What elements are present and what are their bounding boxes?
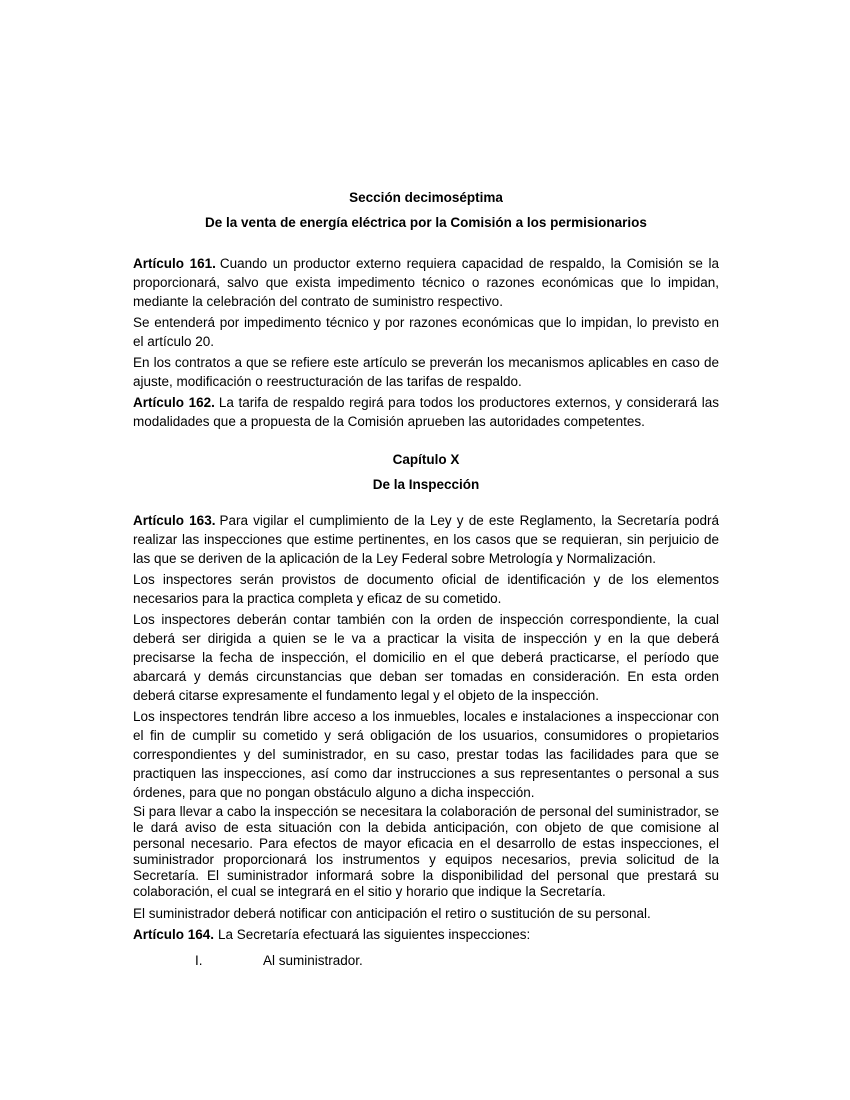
paragraph xyxy=(133,804,719,900)
paragraph-text: Los inspectores serán provistos de documento oficial de identificación y de los elementos necesarios para la practica completa y eficaz de su cometido. xyxy=(133,572,719,606)
paragraph-text: Si para llevar a cabo la inspección se necesitara la colaboración de personal del suministrador, se le dará aviso de esta situación con la debida anticipación, con objeto de que comisione al personal necesario. Para efectos de mayor eficacia en el desarrollo de estas inspecciones, el suministrador proporcionará los instrumentos y equipos necesarios, previa solicitud de la Secretaría. El suministrador informará sobre la disponibilidad del personal que prestará su colaboración, el cual se integrará en el sitio y horario que indique la Secretaría. xyxy=(133,804,719,899)
paragraph-articulo-161 xyxy=(133,254,719,311)
paragraph xyxy=(133,313,719,351)
paragraph-articulo-163 xyxy=(133,511,719,568)
section-subheading: De la venta de energía eléctrica por la Comisión a los permisionarios xyxy=(205,215,647,230)
list-item-roman-i xyxy=(133,951,719,970)
paragraph xyxy=(133,707,719,802)
article-number: Artículo 161. xyxy=(133,256,216,271)
paragraph xyxy=(133,353,719,391)
paragraph xyxy=(133,904,719,923)
paragraph-text: Para vigilar el cumplimiento de la Ley y de este Reglamento, la Secretaría podrá realizar las inspecciones que estime pertinentes, en los casos que se requieran, sin perjuicio de las que se deriven de la aplicación de la Ley Federal sobre Metrología y Normalización. xyxy=(133,513,719,566)
paragraph-text: Se entenderá por impedimento técnico y por razones económicas que lo impidan, lo previsto en el artículo 20. xyxy=(133,315,719,349)
document-content xyxy=(133,188,719,970)
paragraph-text: Los inspectores deberán contar también con la orden de inspección correspondiente, la cual deberá ser dirigida a quien se le va a practicar la visita de inspección y en la que deberá precisarse la fecha de inspección, el domicilio en el que deberá practicarse, el período que abarcará y demás circunstancias que deban ser tomadas en consideración. En esta orden deberá citarse expresamente el fundamento legal y el objeto de la inspección. xyxy=(133,612,719,703)
chapter-subheading: De la Inspección xyxy=(372,477,480,492)
list-item-text: Al suministrador. xyxy=(263,953,363,968)
article-number: Artículo 163. xyxy=(133,513,216,528)
paragraph-text: La Secretaría efectuará las siguientes inspecciones: xyxy=(218,927,531,942)
paragraph xyxy=(133,570,719,608)
paragraph-text: La tarifa de respaldo regirá para todos los productores externos, y considerará las modalidades que a propuesta de la Comisión aprueben las autoridades competentes. xyxy=(133,395,719,429)
paragraph-text: Los inspectores tendrán libre acceso a los inmuebles, locales e instalaciones a inspeccionar con el fin de cumplir su cometido y será obligación de los usuarios, consumidores o propietarios correspondientes y del suministrador, en su caso, prestar todas las facilidades para que se practiquen las inspecciones, así como dar instrucciones a sus representantes o personal a sus órdenes, para que no pongan obstáculo alguno a dicha inspección. xyxy=(133,709,719,800)
article-number: Artículo 164. xyxy=(133,927,215,942)
list-item-numeral: I. xyxy=(195,953,203,968)
section-heading: Sección decimoséptima xyxy=(349,190,503,205)
paragraph-text: Cuando un productor externo requiera capacidad de respaldo, la Comisión se la proporcionará, salvo que exista impedimento técnico o razones económicas que lo impidan, mediante la celebración del contrato de suministro respectivo. xyxy=(133,256,719,309)
paragraph-text: En los contratos a que se refiere este artículo se preverán los mecanismos aplicables en caso de ajuste, modificación o reestructuración de las tarifas de respaldo. xyxy=(133,355,719,389)
paragraph xyxy=(133,610,719,705)
paragraph-articulo-164 xyxy=(133,925,719,944)
paragraph-articulo-162 xyxy=(133,393,719,431)
article-number: Artículo 162. xyxy=(133,395,215,410)
paragraph-text: El suministrador deberá notificar con anticipación el retiro o sustitución de su personal. xyxy=(133,906,651,921)
chapter-heading: Capítulo X xyxy=(392,452,460,467)
